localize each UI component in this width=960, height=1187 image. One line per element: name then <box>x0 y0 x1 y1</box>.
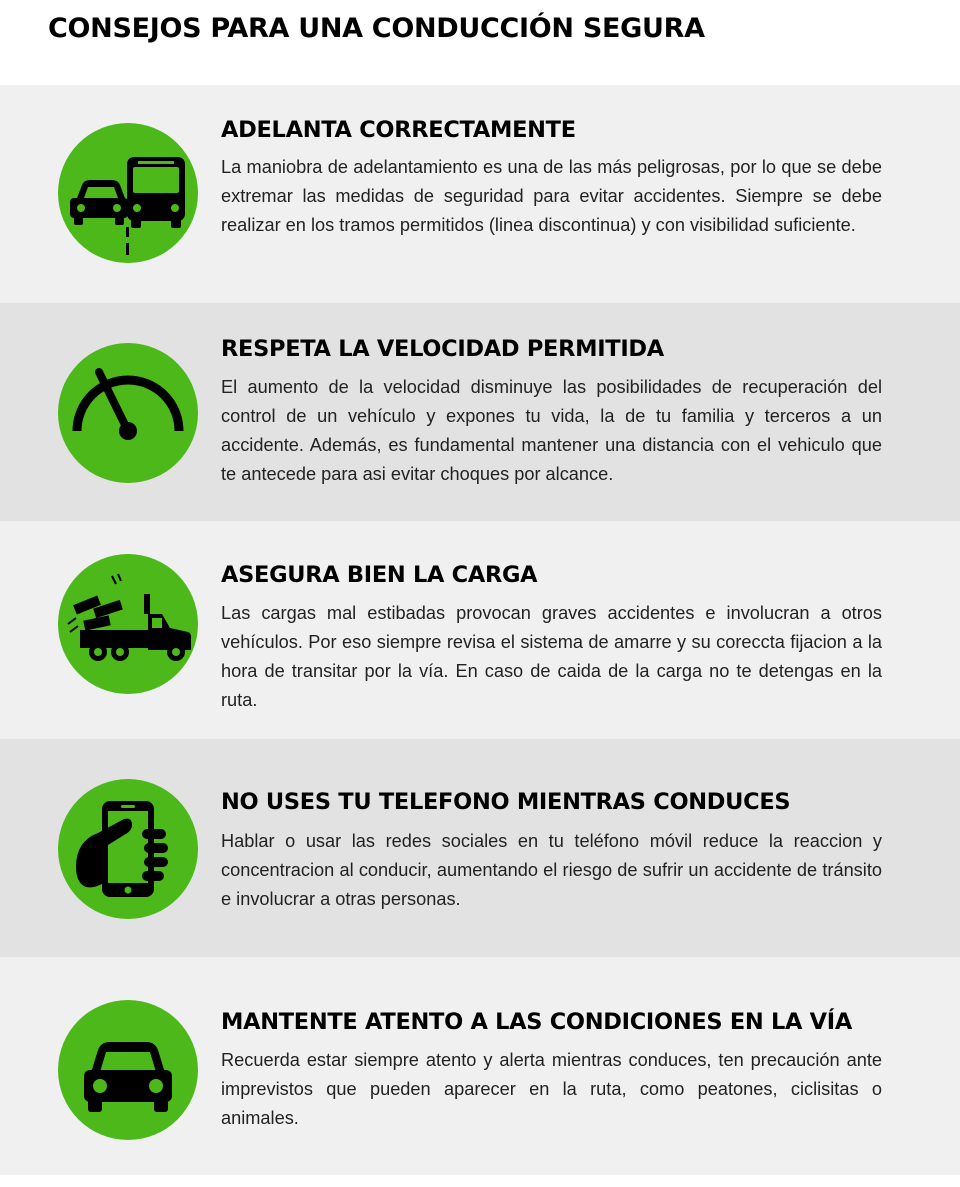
tip-text: El aumento de la velocidad disminuye las posibilidades de recuperación del control de un vehículo y expones tu vida, la de tu familia y terceros a un accidente. Además, es fundamental mantener una distancia con el vehiculo que te antecede para asi evitar choques por alcance. <box>221 377 882 484</box>
tip-heading: RESPETA LA VELOCIDAD PERMITIDA <box>221 336 664 362</box>
tip-text: Hablar o usar las redes sociales en tu teléfono móvil reduce la reaccion y concentracion al conducir, aumentando el riesgo de sufrir un accidente de tránsito e involucrar a otras personas. <box>221 831 882 909</box>
tip-section-speed <box>0 303 960 521</box>
speedometer-icon <box>58 343 198 483</box>
page-title: CONSEJOS PARA UNA CONDUCCIÓN SEGURA <box>48 13 705 44</box>
hand-holding-phone-icon <box>58 779 198 919</box>
tip-heading: ASEGURA BIEN LA CARGA <box>221 562 538 588</box>
tip-text: La maniobra de adelantamiento es una de las más peligrosas, por lo que se debe extremar las medidas de seguridad para evitar accidentes. Siempre se debe realizar en los tramos permitidos (linea discontinua) y con visibilidad suficiente. <box>221 157 882 235</box>
tip-heading: ADELANTA CORRECTAMENTE <box>221 117 576 143</box>
car-and-bus-icon <box>58 123 198 263</box>
truck-falling-cargo-icon <box>58 554 198 694</box>
tip-heading: NO USES TU TELEFONO MIENTRAS CONDUCES <box>221 789 791 815</box>
tip-section-overtaking <box>0 85 960 303</box>
tip-text: Las cargas mal estibadas provocan graves accidentes e involucran a otros vehículos. Por eso siempre revisa el sistema de amarre y su coreccta fijacion a la hora de transitar por la vía. En caso de caida de la carga no te detengas en la ruta. <box>221 603 882 710</box>
tip-section-phone <box>0 739 960 957</box>
tip-text: Recuerda estar siempre atento y alerta mientras conduces, ten precaución ante imprevistos que pueden aparecer en la ruta, como peatones, ciclisitas o animales. <box>221 1050 882 1128</box>
tip-heading: MANTENTE ATENTO A LAS CONDICIONES EN LA VÍA <box>221 1009 852 1035</box>
tip-section-cargo <box>0 521 960 739</box>
car-front-icon <box>58 1000 198 1140</box>
tip-section-attention <box>0 957 960 1175</box>
